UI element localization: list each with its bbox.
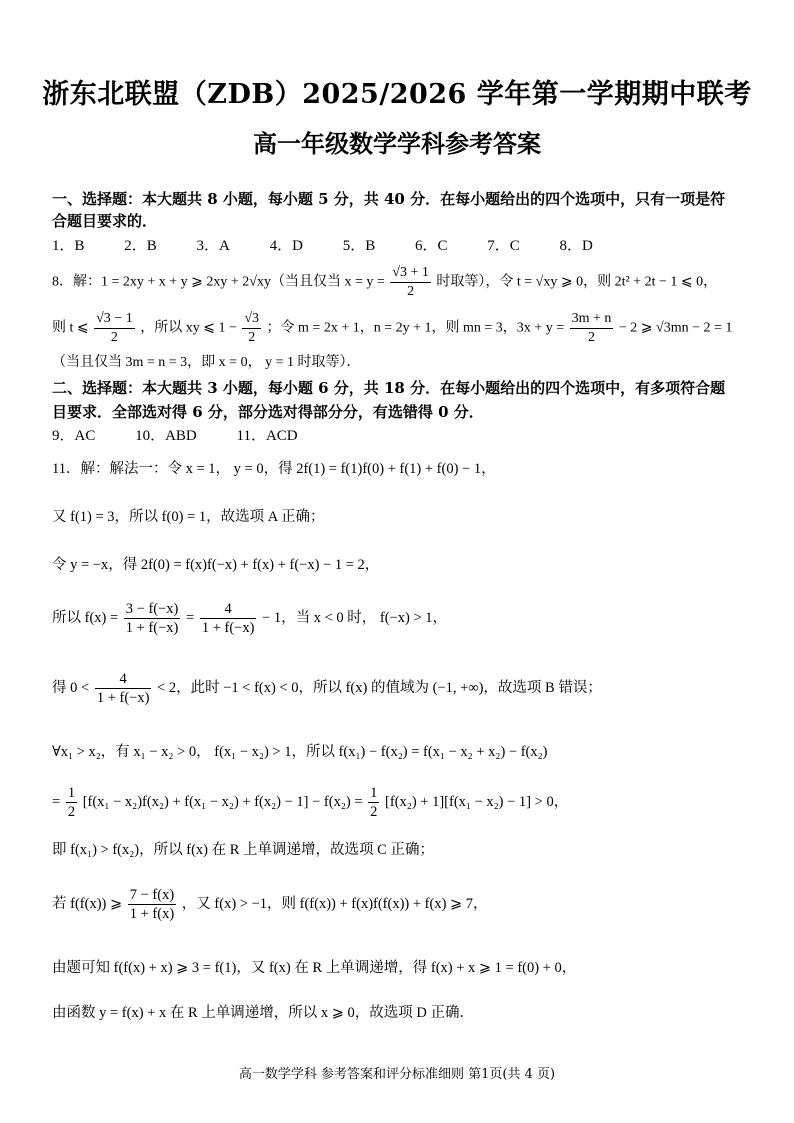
- q11-line5-fraction: [95, 670, 152, 707]
- q8-line1-prefix: 8．解：1 = 2xy + x + y ⩾ 2xy + 2√xy（当且仅当 x = y =: [52, 274, 385, 290]
- q8-line2: [52, 310, 752, 347]
- q11-line2: 又 f(1) = 3，所以 f(0) = 1，故选项 A 正确；: [52, 509, 325, 525]
- answer-10: 10．ABD: [135, 428, 197, 444]
- q8-line2-d: − 2 ⩾ √3mn − 2 = 1: [618, 320, 733, 336]
- q11-line7: [52, 782, 752, 822]
- q8-line1-suffix: 时取等），令 t = √xy ⩾ 0，则 2t² + 2t − 1 ⩽ 0，: [436, 274, 718, 290]
- q11-line9-fraction-denominator: 1 + f(x): [129, 906, 175, 923]
- q11-line5-fraction-denominator: 1 + f(−x): [96, 690, 150, 707]
- q11-line3: 令 y = −x，得 2f(0) = f(x)f(−x) + f(x) + f(−x) − 1 = 2，: [52, 557, 380, 573]
- q8-fraction-1-numerator: √3 + 1: [390, 264, 431, 283]
- q8-fraction-4-numerator: 3m + n: [570, 310, 614, 329]
- q8-line2-a: 则 t ⩽: [52, 320, 89, 336]
- q8-fraction-1: [390, 264, 431, 301]
- section1-answers: [52, 236, 752, 256]
- q11-line7-a: =: [52, 794, 61, 810]
- q11-line7-fraction-1: [66, 784, 77, 821]
- answer-1: 1．B: [52, 238, 85, 254]
- q11-line7-fraction-1-denominator: 2: [67, 804, 76, 821]
- q8-line2-c: ；令 m = 2x + 1，n = 2y + 1，则 mn = 3，3x + y =: [266, 320, 565, 336]
- q11-line5: [52, 668, 752, 708]
- q11-line4-fraction-2: [200, 600, 257, 637]
- q8-fraction-4-denominator: 2: [588, 330, 595, 345]
- q11-line11: 由函数 y = f(x) + x 在 R 上单调递增，所以 x ⩾ 0，故选项 D 正确．: [52, 1005, 475, 1021]
- page-footer: 高一数学学科 参考答案和评分标准细则 第1页(共 4 页): [238, 1067, 556, 1082]
- section2-answers: [52, 426, 752, 446]
- answer-8: 8．D: [559, 238, 593, 254]
- answer-7: 7．C: [487, 238, 520, 254]
- q11-line9: [52, 884, 752, 924]
- q11-line9-fraction: [128, 886, 176, 923]
- q11-line5-a: 得 0 <: [52, 680, 90, 696]
- q11-line10: 由题可知 f(f(x) + x) ⩾ 3 = f(1)，又 f(x) 在 R 上单调递增，得 f(x) + x ⩾ 1 = f(0) + 0，: [52, 960, 577, 976]
- q11-line7-b: [f(x₁ − x₂)f(x₂) + f(x₁ − x₂) + f(x₂) − 1] − f(x₂) =: [82, 794, 363, 810]
- q11-line1: 11．解：解法一：令 x = 1， y = 0，得 2f(1) = f(1)f(0) + f(1) + f(0) − 1，: [52, 461, 496, 477]
- answer-2: 2．B: [124, 238, 157, 254]
- answer-4: 4．D: [269, 238, 303, 254]
- q8-fraction-3: [242, 310, 261, 347]
- q11-line6: ∀x₁ > x₂，有 x₁ − x₂ > 0， f(x₁ − x₂) > 1，所以 f(x₁) − f(x₂) = f(x₁ − x₂ + x₂) − f(x₂): [52, 744, 548, 760]
- answer-6: 6．C: [414, 238, 448, 254]
- q11-line8: 即 f(x₁) > f(x₂)，所以 f(x) 在 R 上单调递增，故选项 C 正确；: [52, 842, 434, 858]
- q8-fraction-2-denominator: 2: [110, 330, 118, 345]
- section2-heading-line2: 目要求．全部选对得 6 分，部分选对得部分分，有选错得 0 分．: [52, 403, 484, 421]
- q11-line4-fraction-1-numerator: 3 − f(−x): [125, 601, 179, 618]
- answer-11: 11．ACD: [236, 428, 298, 444]
- q11-line7-fraction-2: [368, 784, 379, 821]
- section1-heading-line2: 合题目要求的．: [52, 212, 158, 230]
- answer-9: 9．AC: [52, 428, 96, 444]
- q11-line7-fraction-2-numerator: 1: [370, 785, 378, 802]
- q11-line4-b: =: [186, 610, 195, 626]
- page-subtitle: 高一年级数学学科参考答案: [253, 129, 541, 158]
- q11-line4: [52, 598, 752, 638]
- q8-fraction-2: [94, 310, 135, 347]
- q11-line4-a: 所以 f(x) =: [52, 610, 119, 626]
- q8-fraction-1-denominator: 2: [407, 284, 415, 299]
- q8-fraction-2-numerator: √3 − 1: [94, 310, 135, 329]
- q8-fraction-3-denominator: 2: [248, 330, 256, 345]
- q11-line7-fraction-2-denominator: 2: [370, 804, 378, 821]
- answer-3: 3．A: [196, 238, 230, 254]
- q11-line9-b: ，又 f(x) > −1，则 f(f(x)) + f(x)f(f(x)) + f(x) ⩾ 7，: [181, 896, 488, 912]
- section2-heading-line1: 二、选择题：本大题共 3 小题，每小题 6 分，共 18 分．在每小题给出的四个选项中，有多项符合题: [52, 379, 726, 397]
- q11-line4-c: − 1，当 x < 0 时， f(−x) > 1，: [262, 610, 447, 626]
- page-title: 浙东北联盟（ZDB）2025/2026 学年第一学期期中联考: [42, 79, 752, 110]
- q11-line5-fraction-numerator: 4: [95, 670, 152, 689]
- q8-fraction-4: [570, 310, 614, 347]
- q8-line3: （当且仅当 3m = n = 3，即 x = 0， y = 1 时取等）．: [52, 355, 361, 370]
- q8-line2-b: ，所以 xy ⩽ 1 −: [140, 320, 237, 336]
- q11-line4-fraction-1-denominator: 1 + f(−x): [125, 620, 179, 637]
- q8-line1: [52, 264, 752, 301]
- q11-line4-fraction-2-numerator: 4: [200, 600, 257, 619]
- q11-line4-fraction-2-denominator: 1 + f(−x): [201, 620, 255, 637]
- section1-heading-line1: 一、选择题：本大题共 8 小题，每小题 5 分，共 40 分．在每小题给出的四个选项中，只有一项是符: [52, 190, 726, 208]
- q11-line9-fraction-numerator: 7 − f(x): [129, 887, 175, 904]
- q8-fraction-3-numerator: √3: [242, 310, 261, 329]
- q11-line7-c: [f(x₂) + 1][f(x₁ − x₂) − 1] > 0，: [385, 794, 569, 810]
- q11-line5-b: < 2，此时 −1 < f(x) < 0，所以 f(x) 的值域为 (−1, +∞)，故选项 B 错误；: [157, 680, 602, 696]
- q11-line9-a: 若 f(f(x)) ⩾: [52, 896, 123, 912]
- q11-line7-fraction-1-numerator: 1: [67, 785, 76, 802]
- q11-line4-fraction-1: [124, 600, 181, 637]
- answer-5: 5．B: [342, 238, 376, 254]
